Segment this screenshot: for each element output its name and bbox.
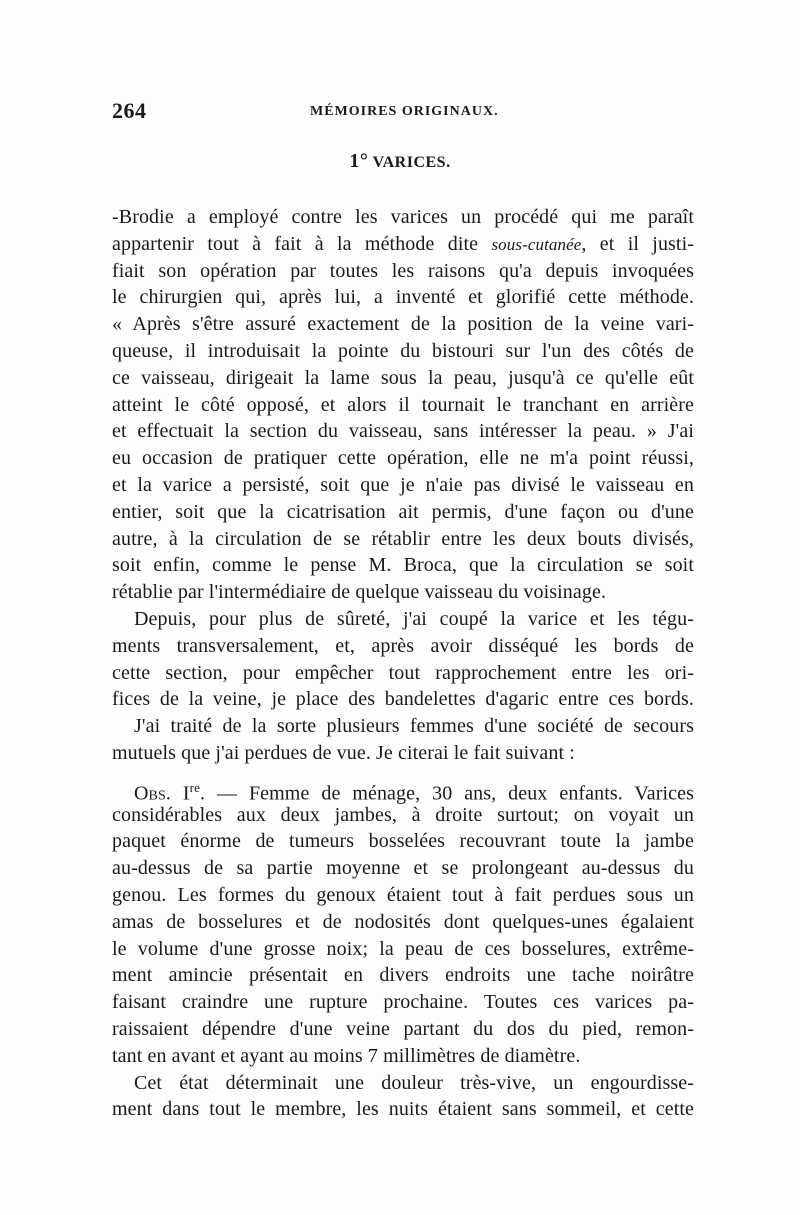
text-line: ment amincie présentait en divers endroits une tache noirâtre: [112, 964, 694, 987]
text-line: et effectuait la section du vaisseau, sans intéresser la peau. » J'ai: [112, 420, 694, 443]
text-line: le chirurgien qui, après lui, a inventé et glorifié cette méthode.: [112, 286, 694, 309]
observation-label: Obs.: [134, 782, 171, 805]
text-line: ce vaisseau, dirigeait la lame sous la peau, jusqu'à ce qu'elle eût: [112, 366, 694, 389]
text-line: paquet énorme de tumeurs bosselées recouvrant toute la jambe: [112, 830, 694, 853]
text-line: fiait son opération par toutes les raisons qu'a depuis invoquées: [112, 259, 694, 282]
text-line: amas de bosselures et de nodosités dont quelques-unes égalaient: [112, 910, 694, 933]
running-head: [112, 98, 692, 128]
text-line: soit enfin, comme le pense M. Broca, que la circulation se soit: [112, 554, 694, 577]
text-line: cette section, pour empêcher tout rapprochement entre les ori-: [112, 661, 694, 684]
section-number: 1°: [349, 150, 369, 172]
text-line: appartenir tout à fait à la méthode dite sous-cutanée, et il justi-: [112, 232, 694, 255]
text-line: tant en avant et ayant au moins 7 millimètres de diamètre.: [112, 1044, 581, 1067]
text-line: genou. Les formes du genoux étaient tout à fait perdues sous un: [112, 883, 694, 906]
text-line: -Brodie a employé contre les varices un procédé qui me paraît: [112, 206, 694, 228]
section-heading: [0, 150, 800, 173]
text-line: Cet état déterminait une douleur très-vive, un engourdisse-: [134, 1071, 694, 1094]
page-number: 264: [112, 98, 147, 123]
text-line: atteint le côté opposé, et alors il tournait le tranchant en arrière: [112, 393, 694, 416]
text-line: ments transversalement, et, après avoir disséqué les bords de: [112, 634, 694, 657]
section-title: VARICES.: [372, 154, 451, 171]
text-line: « Après s'être assuré exactement de la position de la veine vari-: [112, 313, 694, 336]
text-line: queuse, il introduisait la pointe du bistouri sur l'un des côtés de: [112, 339, 694, 362]
italic-term: sous-cutanée: [491, 234, 582, 254]
text-line: eu occasion de pratiquer cette opération, elle ne m'a point réussi,: [112, 447, 694, 470]
text-line: autre, à la circulation de se rétablir entre les deux bouts divisés,: [112, 527, 694, 550]
text-line: entier, soit que la cicatrisation ait permis, d'une façon ou d'une: [112, 500, 694, 523]
text-line: fices de la veine, je place des bandelettes d'agaric entre ces bords.: [112, 688, 694, 711]
text-line: le volume d'une grosse noix; la peau de ces bosselures, extrême-: [112, 937, 694, 960]
text-line: mutuels que j'ai perdues de vue. Je citerai le fait suivant :: [112, 741, 575, 764]
text-line: au-dessus de sa partie moyenne et se prolongeant au-dessus du: [112, 857, 694, 880]
text-line: ment dans tout le membre, les nuits étaient sans sommeil, et cette: [112, 1098, 694, 1121]
text-line: J'ai traité de la sorte plusieurs femmes d'une société de secours: [134, 715, 694, 738]
text-line: Depuis, pour plus de sûreté, j'ai coupé la varice et les tégu-: [134, 607, 694, 630]
text-line: raissaient dépendre d'une veine partant du dos du pied, remon-: [112, 1017, 694, 1040]
text-line: rétablie par l'intermédiaire de quelque vaisseau du voisinage.: [112, 581, 607, 604]
text-line: et la varice a persisté, soit que je n'aie pas divisé le vaisseau en: [112, 473, 694, 496]
running-title: MÉMOIRES ORIGINAUX.: [310, 104, 499, 119]
observation-line: Obs. Ire. — Femme de ménage, 30 ans, deux enfants. Varices: [134, 779, 694, 805]
text-line: considérables aux deux jambes, à droite surtout; on voyait un: [112, 803, 694, 826]
body-text: [112, 204, 694, 1123]
text-line: faisant craindre une rupture prochaine. Toutes ces varices pa-: [112, 991, 694, 1014]
